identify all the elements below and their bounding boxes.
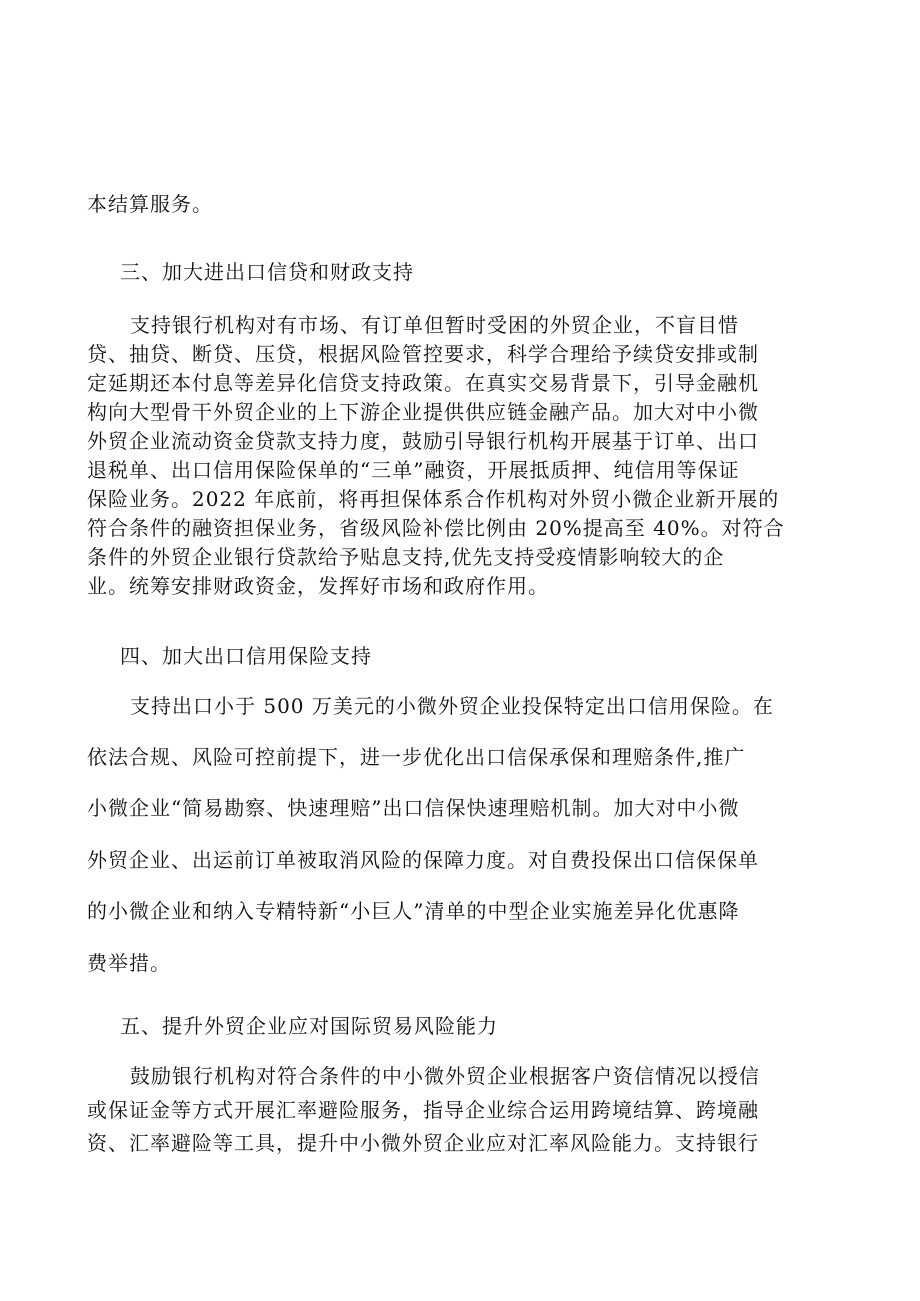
paragraph-line: 符合条件的融资担保业务，省级风险补偿比例由 20%提高至 40%。对符合: [87, 516, 785, 540]
paragraph-line: 支持出口小于 500 万美元的小微外贸企业投保特定出口信用保险。在: [130, 694, 774, 718]
paragraph-line: 鼓励银行机构对符合条件的中小微外贸企业根据客户资信情况以授信: [130, 1064, 760, 1088]
paragraph-line: 退税单、出口信用保险保单的“三单”融资，开展抵质押、纯信用等保证: [87, 458, 740, 482]
paragraph-line: 或保证金等方式开展汇率避险服务，指导企业综合运用跨境结算、跨境融: [87, 1098, 759, 1122]
paragraph-line: 的小微企业和纳入专精特新“小巨人”清单的中型企业实施差异化优惠降: [87, 899, 740, 923]
paragraph-line: 依法合规、风险可控前提下，进一步优化出口信保承保和理赔条件,推广: [87, 745, 746, 769]
paragraph-line: 本结算服务。: [87, 192, 213, 216]
paragraph-line: 外贸企业流动资金贷款支持力度，鼓励引导银行机构开展基于订单、出口: [87, 429, 759, 453]
paragraph-line: 条件的外贸企业银行贷款给予贴息支持,优先支持受疫情影响较大的企: [87, 545, 725, 569]
paragraph-line: 贷、抽贷、断贷、压贷，根据风险管控要求，科学合理给予续贷安排或制: [87, 342, 759, 366]
paragraph-line: 构向大型骨干外贸企业的上下游企业提供供应链金融产品。加大对中小微: [87, 400, 759, 424]
section-heading-4: 四、加大出口信用保险支持: [120, 644, 372, 668]
paragraph-line: 支持银行机构对有市场、有订单但暂时受困的外贸企业，不盲目惜: [130, 313, 739, 337]
paragraph-line: 业。统筹安排财政资金，发挥好市场和政府作用。: [87, 574, 549, 598]
section-heading-3: 三、加大进出口信贷和财政支持: [120, 260, 414, 284]
paragraph-line: 定延期还本付息等差异化信贷支持政策。在真实交易背景下，引导金融机: [87, 371, 759, 395]
section-heading-5: 五、提升外贸企业应对国际贸易风险能力: [120, 1014, 498, 1038]
paragraph-line: 资、汇率避险等工具，提升中小微外贸企业应对汇率风险能力。支持银行: [87, 1131, 759, 1155]
paragraph-line: 小微企业“简易勘察、快速理赔”出口信保快速理赔机制。加大对中小微: [87, 796, 740, 820]
paragraph-line: 费举措。: [87, 951, 171, 975]
paragraph-line: 外贸企业、出运前订单被取消风险的保障力度。对自费投保出口信保保单: [87, 848, 759, 872]
paragraph-line: 保险业务。2022 年底前，将再担保体系合作机构对外贸小微企业新开展的: [87, 487, 780, 511]
